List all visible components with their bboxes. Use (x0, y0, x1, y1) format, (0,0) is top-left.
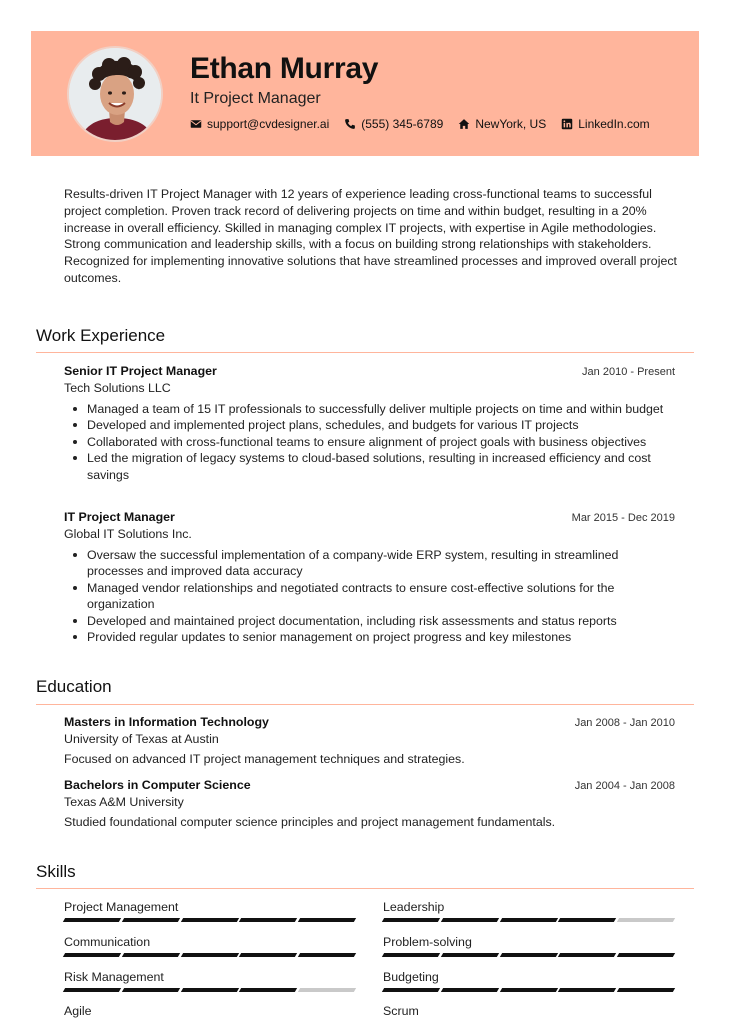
resume-header (31, 31, 699, 156)
skill-name: Problem-solving (383, 935, 472, 949)
skill-item (64, 1004, 355, 1018)
skill-level-segment (122, 953, 180, 957)
skill-item (64, 900, 355, 922)
list-item: Collaborated with cross-functional teams to ensure alignment of project goals with business objectives (64, 434, 675, 450)
skill-level-segment (382, 988, 440, 992)
work-entry (64, 364, 675, 483)
envelope-icon (190, 118, 202, 130)
list-item: Developed and maintained project documentation, including risk assessments and status reports (64, 613, 675, 629)
contact-linkedin[interactable] (561, 117, 649, 131)
skill-level-segment (63, 953, 121, 957)
contact-phone[interactable] (344, 117, 443, 131)
skill-level-segment (63, 918, 121, 922)
skill-level-segment (122, 918, 180, 922)
contact-location (458, 117, 546, 131)
skill-level-segment (239, 988, 297, 992)
skill-level-bar (64, 953, 355, 957)
education-entry (64, 778, 675, 829)
list-item: Managed a team of 15 IT professionals to successfully deliver multiple projects on time and within budget (64, 401, 675, 417)
skill-name: Agile (64, 1004, 92, 1018)
skill-level-segment (63, 988, 121, 992)
company-name: Global IT Solutions Inc. (64, 527, 192, 541)
contact-email-text: support@cvdesigner.ai (207, 117, 330, 131)
skill-name: Communication (64, 935, 151, 949)
linkedin-icon (561, 118, 573, 130)
contact-linkedin-text: LinkedIn.com (578, 117, 650, 131)
skill-item (383, 900, 674, 922)
list-item: Developed and implemented project plans, schedules, and budgets for various IT projects (64, 417, 675, 433)
skill-level-segment (239, 918, 297, 922)
list-item: Led the migration of legacy systems to cloud-based solutions, resulting in increased efficiency and cost savings (64, 450, 675, 483)
skill-item (64, 935, 355, 957)
candidate-name: Ethan Murray (190, 52, 379, 85)
skill-item (383, 970, 674, 992)
skill-level-bar (383, 918, 674, 922)
education-dates: Jan 2004 - Jan 2008 (574, 780, 675, 792)
skill-level-bar (383, 988, 674, 992)
skill-level-segment (122, 988, 180, 992)
skill-name: Budgeting (383, 970, 439, 984)
skill-item (64, 970, 355, 992)
list-item: Managed vendor relationships and negotiated contracts to ensure cost-effective solutions for the organization (64, 580, 675, 613)
skill-level-segment (499, 988, 557, 992)
skill-item (383, 1004, 674, 1018)
skill-level-segment (382, 918, 440, 922)
skill-name: Scrum (383, 1004, 419, 1018)
profile-photo (67, 46, 163, 142)
skill-name: Leadership (383, 900, 445, 914)
job-title: Senior IT Project Manager (64, 364, 217, 378)
section-divider (36, 704, 694, 705)
education-description: Focused on advanced IT project management techniques and strategies. (64, 752, 465, 766)
list-item: Oversaw the successful implementation of a company-wide ERP system, resulting in streamlined processes and improved data accuracy (64, 547, 675, 580)
skill-name: Risk Management (64, 970, 164, 984)
skill-level-bar (64, 918, 355, 922)
school-name: Texas A&M University (64, 795, 184, 809)
skill-level-segment (298, 953, 356, 957)
skill-level-segment (180, 953, 238, 957)
work-entry (64, 510, 675, 645)
skill-level-segment (441, 953, 499, 957)
skill-level-segment (617, 953, 675, 957)
job-bullets (64, 401, 675, 483)
skill-level-segment (441, 988, 499, 992)
skill-level-bar (64, 988, 355, 992)
education-heading: Education (36, 677, 112, 696)
candidate-title: It Project Manager (190, 90, 321, 107)
skill-level-segment (382, 953, 440, 957)
home-icon (458, 118, 470, 130)
job-dates: Jan 2010 - Present (582, 366, 675, 378)
skill-item (383, 935, 674, 957)
education-entry (64, 715, 675, 766)
skill-level-bar (383, 953, 674, 957)
degree-title: Bachelors in Computer Science (64, 778, 251, 792)
phone-icon (344, 118, 356, 130)
skill-level-segment (298, 918, 356, 922)
skill-level-segment (499, 953, 557, 957)
education-dates: Jan 2008 - Jan 2010 (574, 717, 675, 729)
job-bullets (64, 547, 675, 645)
professional-summary: Results-driven IT Project Manager with 12 years of experience leading cross-functional teams to successful project completion. Proven track record of delivering projects on time and within budget, resulting in a 20% increase in overall efficiency. Skilled in managing complex IT projects, with expertise in Agile methodologies. Strong communication and leadership skills, with a focus on building strong relationships with stakeholders. Recognized for implementing innovative solutions that have streamlined processes and improved overall project outcomes. (64, 187, 677, 285)
contact-email[interactable] (190, 117, 329, 131)
skill-level-segment (558, 953, 616, 957)
contact-phone-text: (555) 345-6789 (361, 117, 444, 131)
job-title: IT Project Manager (64, 510, 175, 524)
degree-title: Masters in Information Technology (64, 715, 269, 729)
section-divider (36, 352, 694, 353)
skill-level-segment (617, 988, 675, 992)
section-divider (36, 888, 694, 889)
list-item: Provided regular updates to senior management on project progress and key milestones (64, 629, 675, 645)
skill-level-segment (239, 953, 297, 957)
contact-location-text: NewYork, US (475, 117, 547, 131)
skill-level-segment (558, 988, 616, 992)
skill-level-segment (617, 918, 675, 922)
contact-info (190, 117, 665, 131)
company-name: Tech Solutions LLC (64, 381, 171, 395)
education-description: Studied foundational computer science principles and project management fundamentals. (64, 815, 556, 829)
job-dates: Mar 2015 - Dec 2019 (571, 512, 675, 524)
skill-level-segment (499, 918, 557, 922)
school-name: University of Texas at Austin (64, 732, 219, 746)
skill-level-segment (180, 988, 238, 992)
skill-level-segment (180, 918, 238, 922)
skill-level-segment (298, 988, 356, 992)
skill-level-segment (441, 918, 499, 922)
skills-heading: Skills (36, 862, 76, 881)
skill-level-segment (558, 918, 616, 922)
work-experience-heading: Work Experience (36, 326, 166, 345)
skill-name: Project Management (64, 900, 179, 914)
